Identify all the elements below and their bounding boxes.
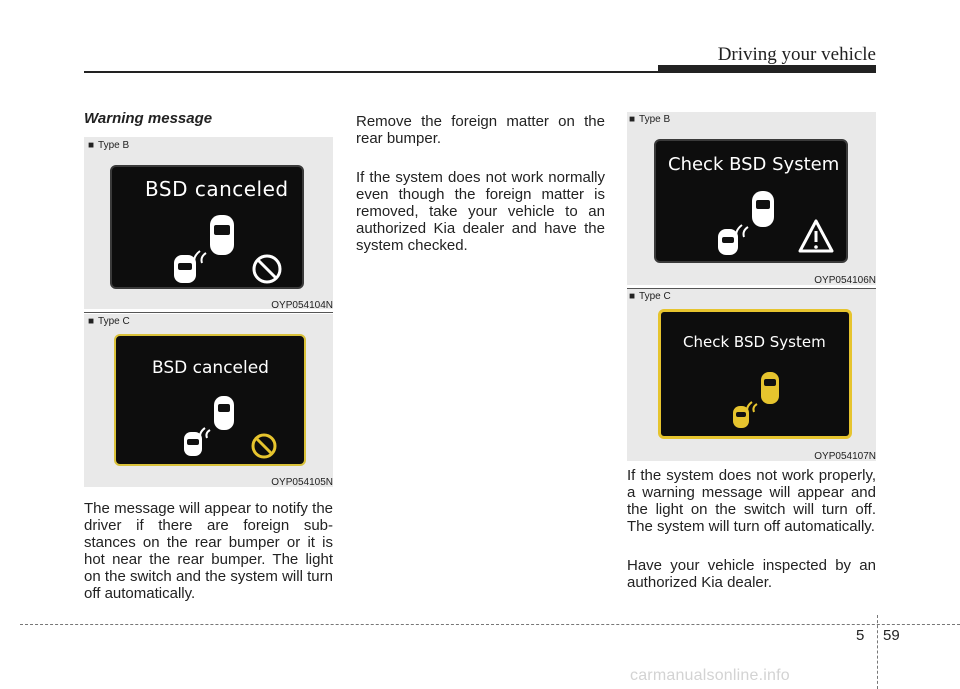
page-number: 59 — [883, 627, 900, 644]
right-paragraph-2: Have your vehicle inspected by an authorized Kia dealer. — [627, 557, 876, 591]
square-bullet-icon: ■ — [629, 114, 636, 125]
bsd-cars-icon — [182, 392, 292, 462]
bsd-warning-icon — [716, 187, 840, 259]
middle-paragraph-1: Remove the foreign matter on the rear bumper. — [356, 113, 605, 147]
cluster-display — [654, 139, 848, 263]
right-paragraph-1: If the system does not work properly, a warning message will appear and the light on the switch will turn off. The system will turn off automatically. — [627, 467, 876, 535]
display-message: Check BSD System — [683, 333, 826, 351]
chapter-number: 5 — [856, 627, 865, 644]
cluster-display — [110, 165, 304, 289]
figure-code: OYP054106N — [814, 275, 876, 286]
figure-panel-right-b — [627, 112, 876, 285]
figure-panel-right-c — [627, 289, 876, 461]
left-paragraph: The message will appear to notify the driver if there are foreign sub- stances on the rear bumper or it is hot near the rear bumper. The light on the switch and the system will turn off automatically. — [84, 500, 333, 602]
warning-message-heading: Warning message — [84, 110, 213, 127]
cluster-display — [114, 334, 306, 466]
page-number-divider — [877, 615, 878, 689]
type-label: ■ Type B — [88, 140, 130, 151]
figure-code: OYP054104N — [271, 300, 333, 311]
footer-rule — [20, 624, 960, 625]
bsd-cars-icon — [172, 211, 292, 287]
header-rule — [84, 71, 876, 73]
display-message: BSD canceled — [145, 177, 289, 201]
figure-code: OYP054105N — [271, 477, 333, 488]
type-label: ■ Type C — [88, 316, 130, 327]
figure-panel-left-c — [84, 314, 333, 487]
display-message: Check BSD System — [668, 154, 840, 175]
square-bullet-icon: ■ — [88, 316, 95, 327]
square-bullet-icon: ■ — [629, 291, 636, 302]
bsd-cars-icon — [731, 368, 811, 434]
middle-paragraph-2: If the system does not work normally even though the foreign matter is removed, take your vehicle to an authorized Kia dealer and have the system checked. — [356, 169, 605, 254]
figure-code: OYP054107N — [814, 451, 876, 462]
type-label: ■ Type B — [629, 114, 671, 125]
cluster-display — [658, 309, 852, 439]
section-title: Driving your vehicle — [717, 44, 876, 65]
watermark: carmanualsonline.info — [630, 667, 790, 684]
figure-divider — [84, 312, 333, 313]
figure-panel-left-b — [84, 137, 333, 309]
type-label: ■ Type C — [629, 291, 671, 302]
display-message: BSD canceled — [152, 358, 269, 378]
square-bullet-icon: ■ — [88, 140, 95, 151]
